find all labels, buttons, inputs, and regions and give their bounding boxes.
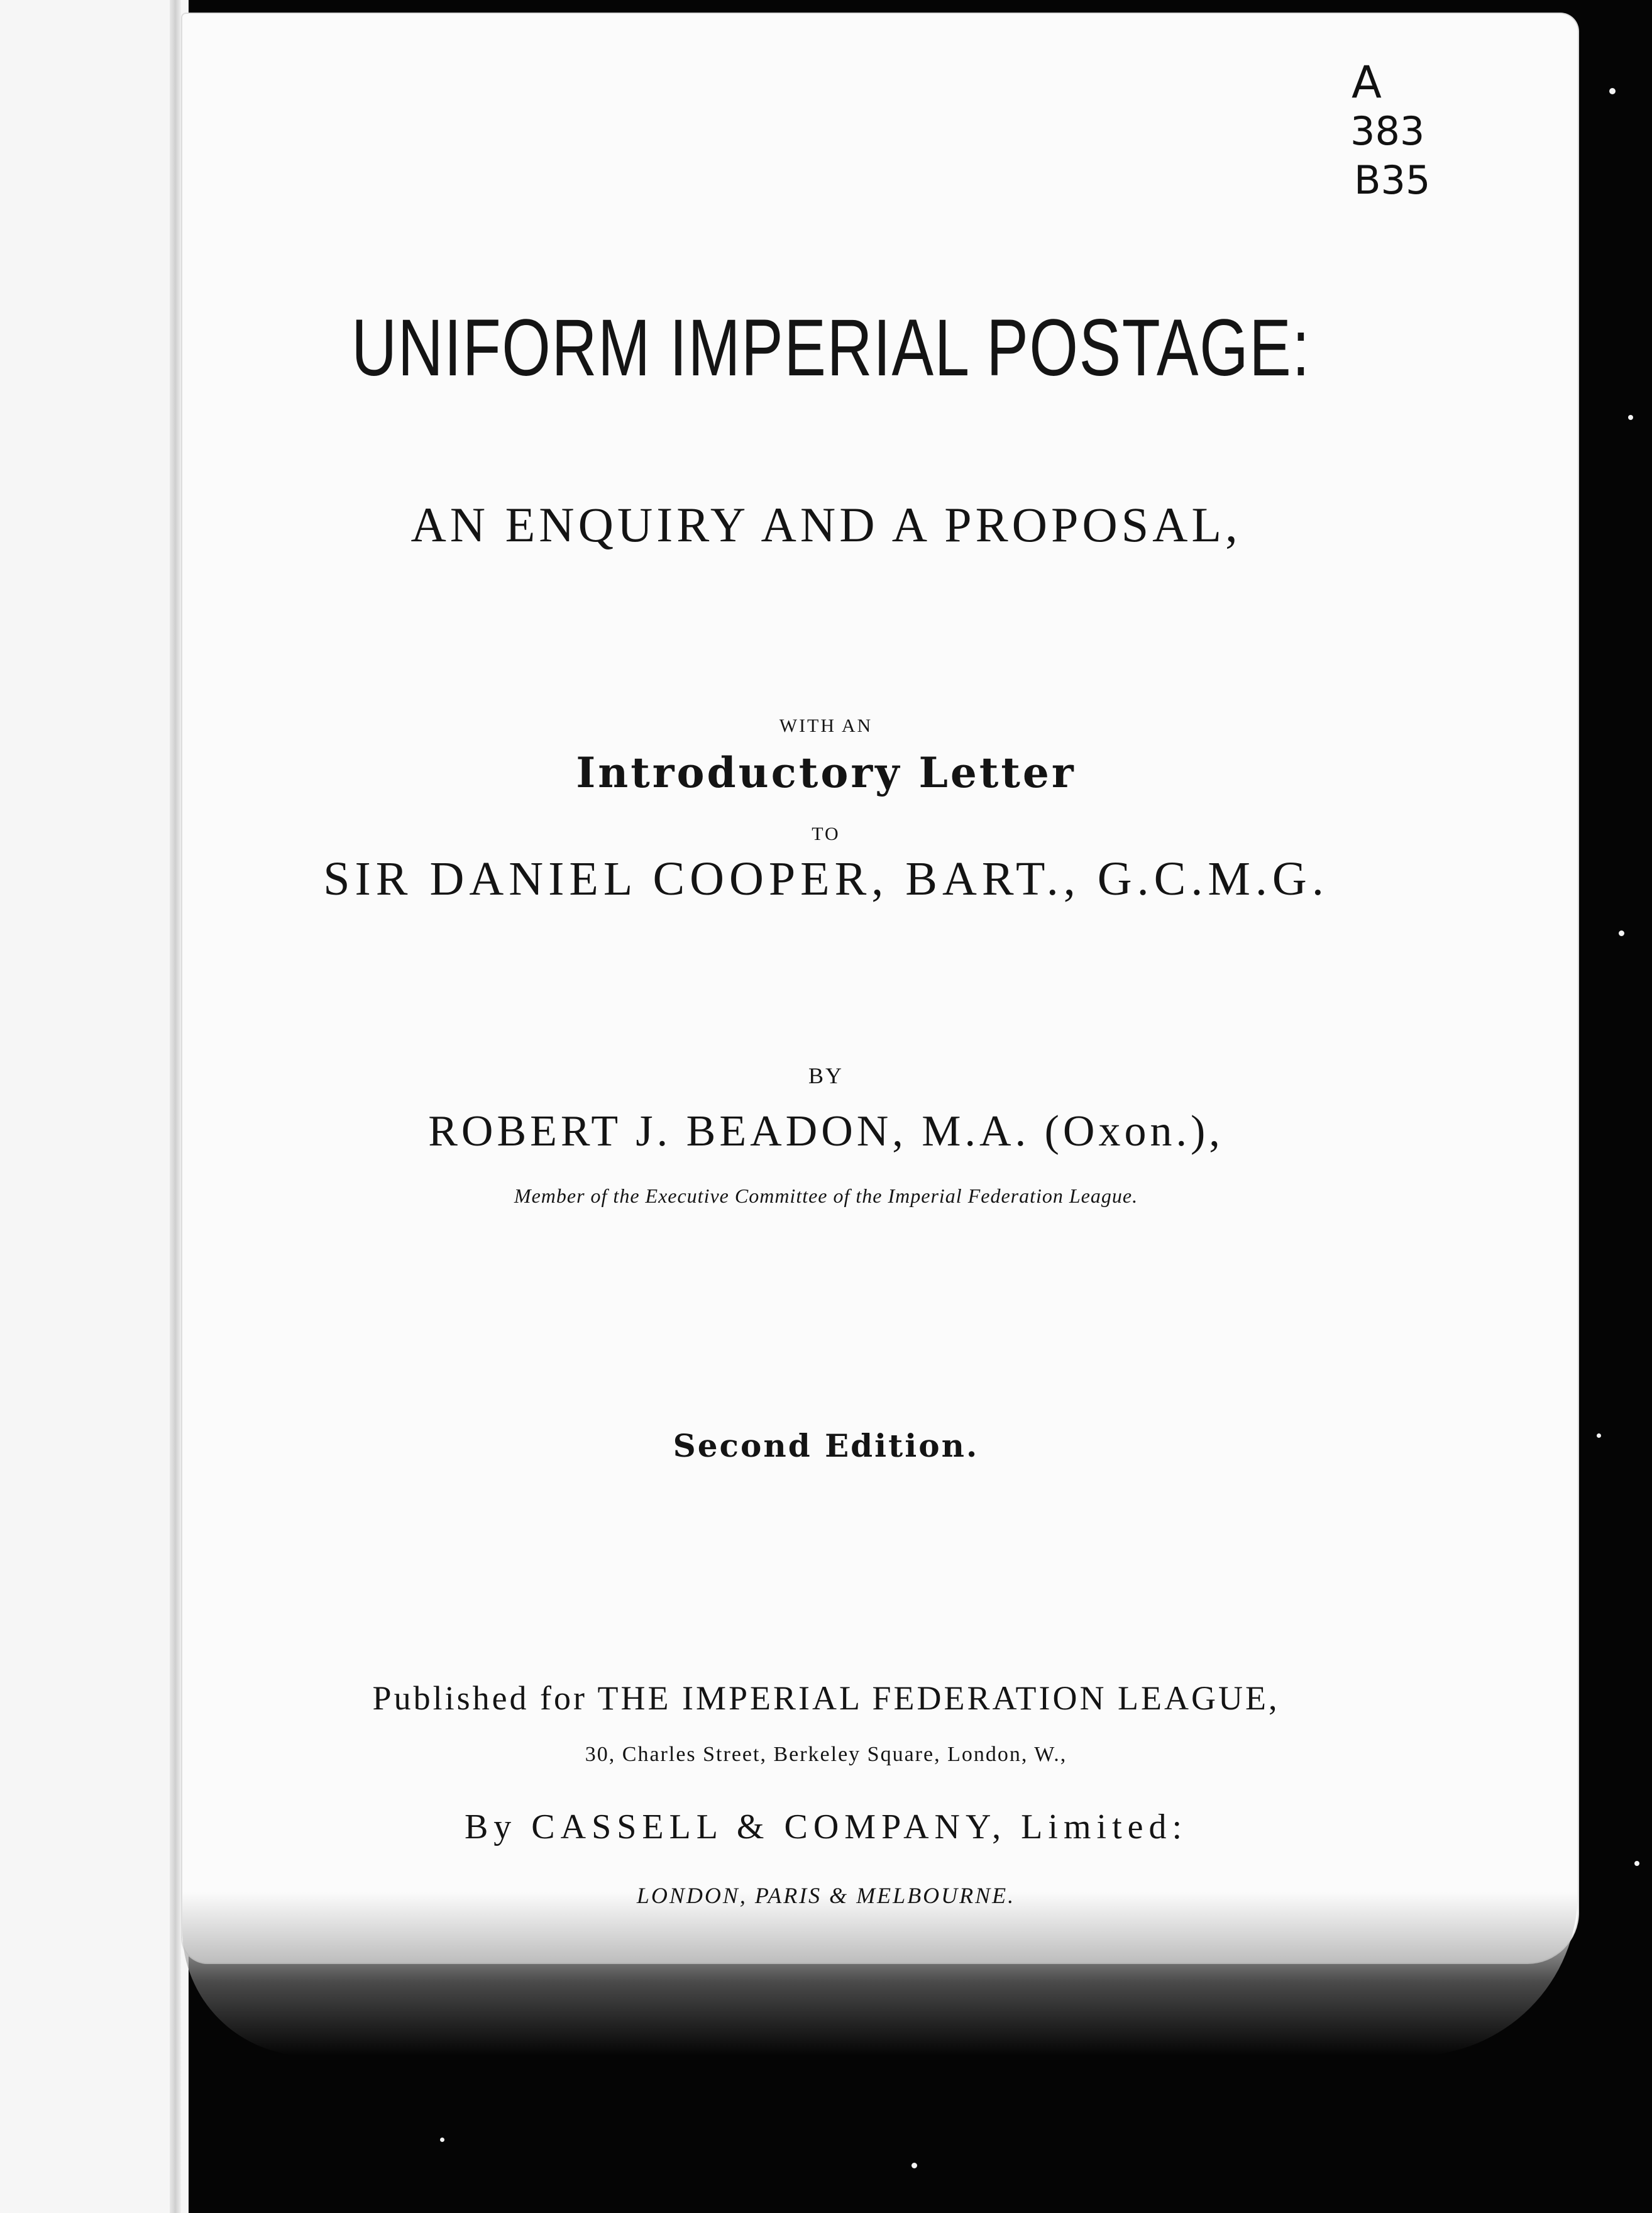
addressee: SIR DANIEL COOPER, BART., G.C.M.G. <box>323 853 1329 905</box>
introductory-letter-heading: Introductory Letter <box>576 748 1076 797</box>
scan-speck <box>1609 88 1616 94</box>
author-role: Member of the Executive Committee of the Imperial Federation League. <box>514 1184 1138 1207</box>
scan-speck <box>1619 930 1624 936</box>
page-bottom-shadow <box>182 1892 1578 2056</box>
printer-line: By CASSELL & COMPANY, Limited: <box>464 1807 1188 1846</box>
author-name: ROBERT J. BEADON, M.A. (Oxon.), <box>428 1107 1224 1156</box>
handwritten-call-mark <box>1345 58 1477 205</box>
publisher-address: 30, Charles Street, Berkeley Square, London, W., <box>585 1743 1067 1766</box>
scan-speck <box>911 2163 917 2168</box>
page-title: UNIFORM IMPERIAL POSTAGE: <box>351 303 1311 393</box>
call-mark-line: B35 <box>1354 157 1431 203</box>
edition-text: Second Edition. <box>673 1427 979 1464</box>
by-text: BY <box>808 1063 844 1088</box>
publication-cities: LONDON, PARIS & MELBOURNE. <box>636 1883 1016 1908</box>
to-text: TO <box>812 824 840 844</box>
scan-speck <box>440 2138 444 2142</box>
scan-speck <box>1628 415 1633 420</box>
call-mark-line: 383 <box>1350 108 1425 154</box>
scan-speck <box>1634 1861 1639 1866</box>
publisher-line: Published for THE IMPERIAL FEDERATION LEAGUE, <box>372 1679 1280 1717</box>
subtitle: AN ENQUIRY AND A PROPOSAL, <box>410 497 1242 552</box>
with-an-text: WITH AN <box>779 715 873 736</box>
call-mark-line: A <box>1352 57 1382 108</box>
